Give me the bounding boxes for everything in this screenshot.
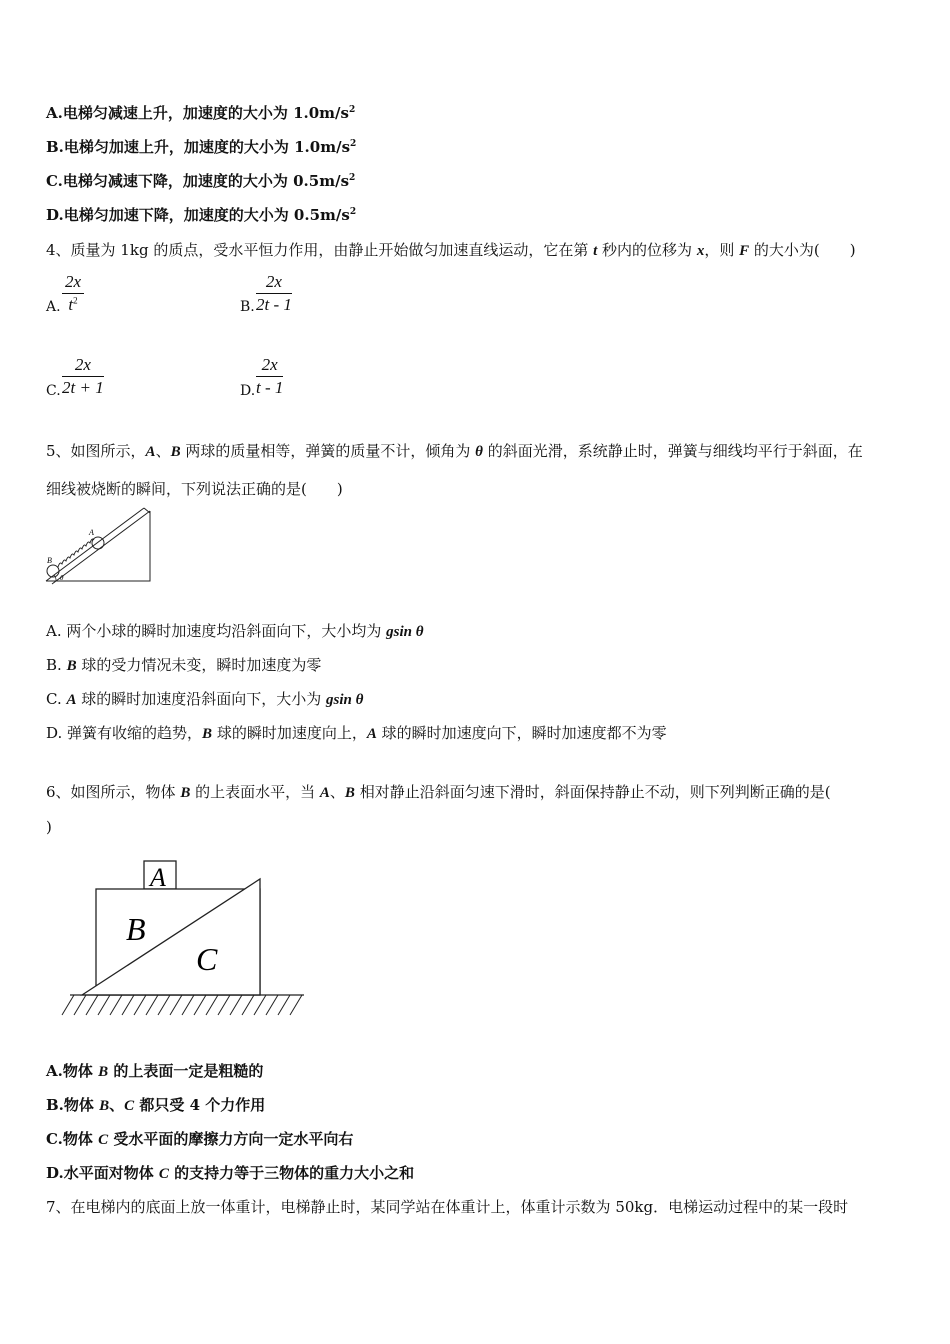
q5-fig-label-a: A [89,528,94,537]
q6-stem-line1: 6、如图所示，物体 B 的上表面水平，当 A、B 相对静止沿斜面匀速下滑时，斜面保持静止不动，则下列判断正确的是( [46,783,831,801]
q5-option-d: D. 弹簧有收缩的趋势，B 球的瞬时加速度向上，A 球的瞬时加速度向下，瞬时加速度都不为零 [46,724,667,742]
q4-option-a-fraction: $\frac{2x}{t^2}$ [62,272,84,315]
q5-fig-label-b: B [47,556,52,565]
q6-stem-line2: ) [46,818,52,836]
q5-fig-label-theta: θ [60,574,64,582]
q6-option-c: C.物体 C 受水平面的摩擦力方向一定水平向右 [46,1130,354,1148]
q4-option-c-label: C. [46,383,61,399]
q4-option-b-fraction: $\frac{2x}{2t - 1}$ [256,272,292,314]
q7-stem: 7、在电梯内的底面上放一体重计，电梯静止时，某同学站在体重计上，体重计示数为 50kg．电梯运动过程中的某一段时 [46,1198,849,1216]
q4-stem: 4、质量为 1kg 的质点，受水平恒力作用，由静止开始做匀加速直线运动，它在第 t 秒内的位移为 x，则 F 的大小为( ) [46,241,856,259]
q5-option-a: A. 两个小球的瞬时加速度均沿斜面向下，大小均为 gsin θ [46,622,424,640]
q3-option-d: D.电梯匀加速下降，加速度的大小为 $0.5m/s^2$ [46,206,357,224]
q5-option-b: B. B 球的受力情况未变，瞬时加速度为零 [46,656,322,674]
q6-option-b: B.物体 B、C 都只受 4 个力作用 [46,1096,266,1114]
q4-option-a-label: A. [46,299,61,315]
q6-fig-label-a: A [150,863,166,892]
q6-fig-label-c: C [196,941,218,977]
q3-option-b: B.电梯匀加速上升，加速度的大小为 $1.0m/s^2$ [46,138,357,156]
q6-option-a: A.物体 B 的上表面一定是粗糙的 [46,1062,264,1080]
q3-option-a: A.电梯匀减速上升，加速度的大小为 $1.0m/s^2$ [46,104,356,122]
q6-block-figure [58,855,308,1020]
q5-stem-line2: 细线被烧断的瞬间，下列说法正确的是( ) [46,480,343,498]
q5-incline-figure [44,505,156,587]
q5-stem-line1: 5、如图所示，A、B 两球的质量相等，弹簧的质量不计，倾角为 θ 的斜面光滑，系统静止时，弹簧与细线均平行于斜面，在 [46,442,863,460]
q6-option-d: D.水平面对物体 C 的支持力等于三物体的重力大小之和 [46,1164,415,1182]
q4-option-d-label: D. [240,383,256,399]
q6-fig-label-b: B [126,911,146,947]
q4-option-c-fraction: $\frac{2x}{2t + 1}$ [62,355,104,397]
q3-option-c: C.电梯匀减速下降，加速度的大小为 $0.5m/s^2$ [46,172,356,190]
q4-option-d-fraction: $\frac{2x}{t - 1}$ [256,355,284,397]
q5-option-c: C. A 球的瞬时加速度沿斜面向下，大小为 gsin θ [46,690,364,708]
q4-option-b-label: B. [240,299,255,315]
